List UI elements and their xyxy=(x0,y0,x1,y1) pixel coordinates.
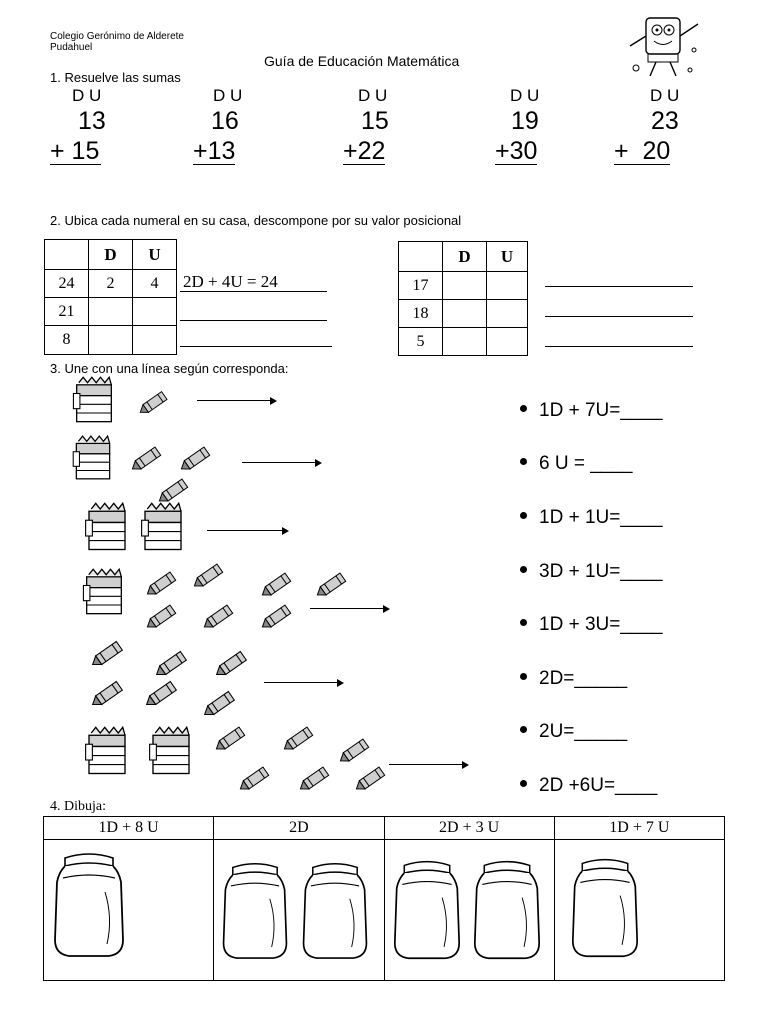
tens-cell[interactable] xyxy=(443,328,487,356)
tens-cell[interactable] xyxy=(89,326,133,355)
match-option[interactable] xyxy=(520,668,627,690)
bullet-icon xyxy=(520,780,527,787)
cartoon-sponge-icon xyxy=(624,10,704,82)
match-option[interactable] xyxy=(520,453,633,475)
header-cell-blank xyxy=(45,240,89,270)
match-option-label: 3D + 1U=____ xyxy=(539,561,663,582)
crayon-box-icon xyxy=(72,374,116,426)
crayon-icon xyxy=(212,644,254,682)
answer-line[interactable] xyxy=(545,286,693,287)
arrow-icon xyxy=(197,400,275,401)
numeral-cell: 21 xyxy=(45,298,89,326)
match-option-label: 2U=_____ xyxy=(539,721,628,742)
header-cell-d: D xyxy=(89,240,133,270)
commune-name: Pudahuel xyxy=(50,42,93,53)
crayon-box-icon xyxy=(82,566,126,618)
drawing-cell[interactable] xyxy=(554,840,724,981)
header-cell-u: U xyxy=(487,242,528,272)
du-label: D U xyxy=(72,86,102,105)
crayon-icon xyxy=(177,440,217,476)
drawing-header: 2D + 3 U xyxy=(384,817,554,840)
match-option[interactable] xyxy=(520,775,657,797)
numeral-cell: 18 xyxy=(399,300,443,328)
crayon-icon xyxy=(143,565,183,601)
du-label: D U xyxy=(650,86,680,105)
match-option-label: 1D + 7U=____ xyxy=(539,400,663,421)
drawing-table xyxy=(43,816,725,981)
bullet-icon xyxy=(520,566,527,573)
tens-cell[interactable]: 2 xyxy=(89,270,133,298)
header-cell-blank xyxy=(399,242,443,272)
arrow-icon xyxy=(207,530,287,531)
numeral-cell: 17 xyxy=(399,272,443,300)
bullet-icon xyxy=(520,405,527,412)
crayon-icon xyxy=(200,684,242,722)
jar-icon xyxy=(49,848,129,960)
sum-top: 19 xyxy=(511,107,539,135)
numeral-cell: 8 xyxy=(45,326,89,355)
arrow-icon xyxy=(310,608,388,609)
match-option-label: 2D +6U=____ xyxy=(539,775,658,796)
drawing-cell[interactable] xyxy=(44,840,214,981)
bullet-icon xyxy=(520,512,527,519)
crayon-icon xyxy=(258,598,298,634)
match-option-label: 2D=_____ xyxy=(539,668,628,689)
drawing-header: 1D + 8 U xyxy=(44,817,214,840)
jar-icon xyxy=(469,856,545,962)
units-cell[interactable] xyxy=(487,300,528,328)
crayon-icon xyxy=(143,598,183,634)
answer-line[interactable] xyxy=(180,291,327,292)
sum-top: 13 xyxy=(78,107,106,135)
bullet-icon xyxy=(520,726,527,733)
bullet-icon xyxy=(520,673,527,680)
numeral-cell: 24 xyxy=(45,270,89,298)
match-option[interactable] xyxy=(520,507,663,529)
match-option[interactable] xyxy=(520,721,627,743)
sum-bottom: +22 xyxy=(343,137,386,165)
section3-instruction: 3. Une con una línea según corresponda: xyxy=(50,361,289,376)
crayon-box-icon xyxy=(84,500,130,554)
sum-top: 23 xyxy=(651,107,679,135)
arrow-icon xyxy=(264,682,342,683)
section2-instruction: 2. Ubica cada numeral en su casa, descompone por su valor posicional xyxy=(50,213,462,228)
crayon-box-icon xyxy=(140,500,186,554)
crayon-box-icon xyxy=(84,724,130,778)
crayon-icon xyxy=(128,440,168,476)
drawing-header: 1D + 7 U xyxy=(554,817,724,840)
units-cell[interactable] xyxy=(487,328,528,356)
crayon-icon xyxy=(200,598,240,634)
drawing-header: 2D xyxy=(214,817,384,840)
numeral-cell: 5 xyxy=(399,328,443,356)
arrow-icon xyxy=(242,462,320,463)
crayon-icon xyxy=(190,557,230,593)
crayon-icon xyxy=(142,674,184,712)
du-label: D U xyxy=(510,86,540,105)
crayon-icon xyxy=(296,760,336,796)
units-cell[interactable] xyxy=(133,298,177,326)
crayon-icon xyxy=(136,385,174,419)
answer-line[interactable] xyxy=(545,316,693,317)
place-value-table-right xyxy=(398,241,528,356)
bullet-icon xyxy=(520,619,527,626)
match-option-label: 1D + 1U=____ xyxy=(539,507,663,528)
crayon-box-icon xyxy=(72,433,114,483)
jar-icon xyxy=(218,858,292,962)
sum-bottom: + 15 xyxy=(50,137,100,165)
sum-top: 15 xyxy=(361,107,389,135)
du-label: D U xyxy=(358,86,388,105)
page-title: Guía de Educación Matemática xyxy=(264,53,460,69)
units-cell[interactable] xyxy=(487,272,528,300)
tens-cell[interactable] xyxy=(89,298,133,326)
crayon-icon xyxy=(313,566,353,602)
arrow-icon xyxy=(389,764,467,765)
section1-instruction: 1. Resuelve las sumas xyxy=(50,70,181,85)
match-option-label: 1D + 3U=____ xyxy=(539,614,663,635)
match-option[interactable] xyxy=(520,614,663,636)
answer-line[interactable] xyxy=(180,346,332,347)
jar-icon xyxy=(389,856,465,962)
crayon-icon xyxy=(212,720,252,756)
header-cell-u: U xyxy=(133,240,177,270)
answer-line[interactable] xyxy=(180,320,327,321)
crayon-icon xyxy=(88,674,130,712)
school-name: Colegio Gerónimo de Alderete xyxy=(50,31,184,42)
crayon-icon xyxy=(258,566,298,602)
crayon-box-icon xyxy=(148,724,194,778)
example-answer: 2D + 4U = 24 xyxy=(183,272,278,291)
crayon-icon xyxy=(352,760,392,796)
crayon-icon xyxy=(88,634,130,672)
tens-cell[interactable] xyxy=(443,272,487,300)
match-option-label: 6 U = ____ xyxy=(539,453,633,474)
sum-bottom: +30 xyxy=(495,137,538,165)
match-option[interactable] xyxy=(520,561,663,583)
drawing-cell[interactable] xyxy=(214,840,384,981)
crayon-icon xyxy=(236,760,276,796)
header-cell-d: D xyxy=(443,242,487,272)
drawing-cell[interactable] xyxy=(384,840,554,981)
units-cell[interactable]: 4 xyxy=(133,270,177,298)
du-label: D U xyxy=(213,86,243,105)
sum-top: 16 xyxy=(211,107,239,135)
sum-bottom: + 20 xyxy=(614,137,671,165)
units-cell[interactable] xyxy=(133,326,177,355)
jar-icon xyxy=(298,858,372,962)
jar-icon xyxy=(567,854,643,960)
sum-bottom: +13 xyxy=(193,137,236,165)
answer-line[interactable] xyxy=(545,346,693,347)
tens-cell[interactable] xyxy=(443,300,487,328)
match-option[interactable] xyxy=(520,400,663,422)
bullet-icon xyxy=(520,458,527,465)
place-value-table-left xyxy=(44,239,177,355)
crayon-icon xyxy=(280,720,320,756)
section4-instruction: 4. Dibuja: xyxy=(50,799,106,814)
